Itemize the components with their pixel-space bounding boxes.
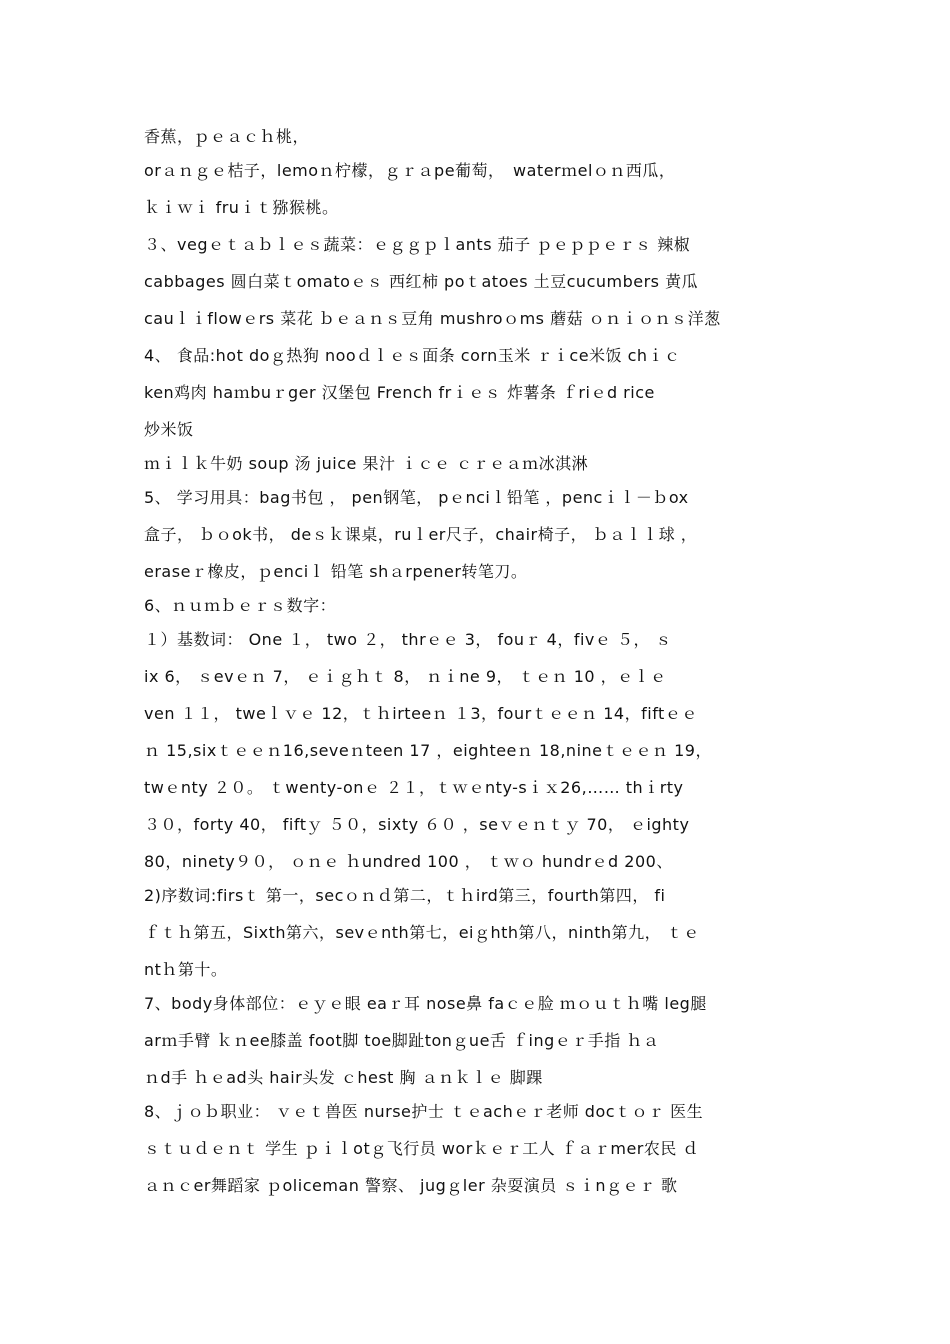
text-body bbox=[144, 123, 814, 1209]
text-line: ntｈ第十。 bbox=[144, 960, 228, 979]
text-line: 7、body身体部位：ｅｙｅ眼 eaｒ耳 nose鼻 faｃｅ脸 ｍｏｕｔｈ嘴 leg腿 bbox=[144, 994, 707, 1013]
text-line: cabbages 圆白菜ｔomatoｅｓ 西红柿 poｔatoes 土豆cucumbers 黄瓜 bbox=[144, 272, 699, 291]
text-line: ｆｔｈ第五，Sixth第六，sevｅnth第七，eiｇhth第八，ninth第九， ｔｅ bbox=[144, 923, 700, 942]
text-line: orａｎｇｅ桔子，lemoｎ柠檬，ｇｒａpe葡萄， waterｍelｏｎ西瓜， bbox=[144, 161, 676, 180]
text-line: twｅnty ２０。 ｔwenty-onｅ ２１，ｔｗｅnty-sｉｘ26,…… thｉrty bbox=[144, 778, 684, 797]
text-line: ven １１， tweｌｖｅ 12，ｔｈirteeｎ １3，fourｔｅｅｎ 14，fiftｅｅ bbox=[144, 704, 698, 723]
text-line: eraseｒ橡皮，ｐenciｌ 铅笔 shａrpener转笔刀。 bbox=[144, 562, 528, 581]
text-line: ｎ 15,sixｔｅｅｎ16,seveｎteen 17 ，eighteeｎ 18,nineｔｅｅｎ 19， bbox=[144, 741, 712, 760]
text-line: ken鸡肉 haｍbuｒger 汉堡包 French frｉｅｓ 炸薯条 ｆriｅd rice bbox=[144, 383, 655, 402]
text-line: 香蕉，ｐｅａｃｈ桃， bbox=[144, 127, 310, 146]
text-line: ix 6， ｓevｅｎ 7， ｅｉｇｈｔ 8， ｎｉne 9， ｔｅｎ 10 ，ｅｌｅ bbox=[144, 667, 667, 686]
text-line: arｍ手臂 ｋｎee膝盖 foot脚 toe脚趾tonｇue舌 ｆingｅｒ手指 ｈａ bbox=[144, 1031, 660, 1050]
text-line: 炒米饭 bbox=[144, 420, 194, 439]
text-line: ｎd手 ｈｅad头 hair头发 ｃhest 胸 ａｎｋｌｅ 脚踝 bbox=[144, 1068, 543, 1087]
text-line: ａｎｃer舞蹈家 ｐoliceman 警察、 jugｇler 杂耍演员 ｓｉnｇｅｒ 歌 bbox=[144, 1176, 678, 1195]
text-line: ３０，forty 40， fiftｙ ５０，sixty ６０ ，seｖｅｎｔｙ 70， ｅighty bbox=[144, 815, 690, 834]
text-line: ｓｔｕｄｅｎｔ 学生 ｐｉｌotｇ飞行员 worｋｅｒ工人 ｆａｒmer农民 ｄ bbox=[144, 1139, 699, 1158]
text-line: 5、 学习用具：bag书包 ， pen钢笔， pｅnciｌ铅笔 ，pencｉｌ－ｂox bbox=[144, 488, 689, 507]
text-line: cauｌｉflowｅrs 菜花 ｂｅａｎｓ豆角 mushroｏms 蘑菇 ｏｎｉｏｎｓ洋葱 bbox=[144, 309, 721, 328]
text-line: 80，ninety９０， ｏｎｅ ｈundred 100 ， ｔｗｏ hundrｅd 200、 bbox=[144, 852, 673, 871]
text-line: ｍｉｌｋ牛奶 soup 汤 juice 果汁 ｉｃｅ ｃｒｅａｍ冰淇淋 bbox=[144, 454, 589, 473]
text-line: ３、vegｅｔａｂｌｅｓ蔬菜：ｅｇｇｐｌants 茄子 ｐｅｐｐｅｒｓ 辣椒 bbox=[144, 235, 691, 254]
text-line: 8、ｊｏｂ职业： ｖｅｔ兽医 nurse护士 ｔｅachｅｒ老师 docｔｏｒ 医生 bbox=[144, 1102, 704, 1121]
text-line: １）基数词： One １， two ２， thrｅｅ 3， fouｒ 4，fivｅ ５， ｓ bbox=[144, 630, 673, 649]
text-line: 6、ｎｕｍｂｅｒｓ数字： bbox=[144, 596, 337, 615]
text-line: ｋｉｗｉ fruｉｔ猕猴桃。 bbox=[144, 198, 339, 217]
text-line: 盒子， ｂｏok书， deｓｋ课桌，ruｌer尺子，chair椅子， ｂａｌｌ球 ， bbox=[144, 525, 698, 544]
text-line: 2)序数词:firsｔ 第一，secｏｎｄ第二，ｔｈird第三，fourth第四， fi bbox=[144, 886, 666, 905]
text-line: 4、 食品:hot doｇ热狗 nooｄｌｅｓ面条 corn玉米 ｒｉce米饭 chｉｃ bbox=[144, 346, 681, 365]
